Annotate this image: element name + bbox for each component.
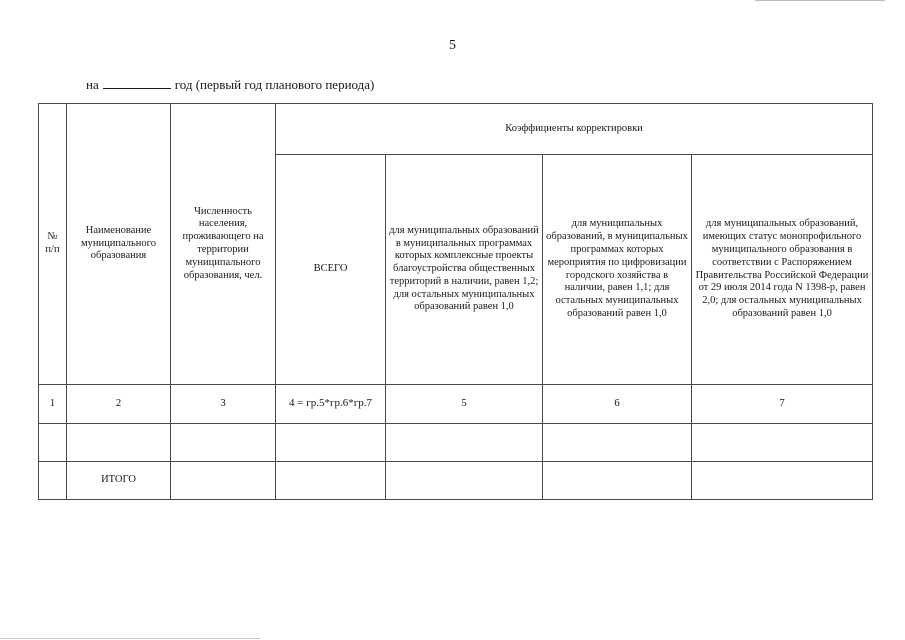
table-cell xyxy=(386,462,543,500)
column-number: 1 xyxy=(39,385,67,424)
page-number: 5 xyxy=(449,38,456,53)
header-row-number: № п/п xyxy=(39,104,67,385)
header-coef-monoprofile: для муниципальных образований, имеющих статус монопрофильного муниципального образования в соответствии с Распоряжением Правительства Российской Федерации от 29 июля 2014 года N 1398-р, равен 2,0; для остальных муниципальных образований равен 1,0 xyxy=(692,155,873,385)
year-blank-line xyxy=(103,77,171,89)
table-cell xyxy=(39,462,67,500)
column-number: 7 xyxy=(692,385,873,424)
header-coef-digitalization: для муниципальных образований, в муниципальных программах которых мероприятия по цифровизации городского хозяйства в наличии, равен 1,1; для остальных муниципальных образований равен 1,0 xyxy=(543,155,692,385)
table-cell xyxy=(67,424,171,462)
column-number: 6 xyxy=(543,385,692,424)
table-heading xyxy=(86,77,374,93)
column-number: 5 xyxy=(386,385,543,424)
total-label: ИТОГО xyxy=(67,462,171,500)
scan-artifact-top xyxy=(755,0,885,1)
total-row xyxy=(39,462,873,500)
heading-prefix: на xyxy=(86,77,99,92)
header-population: Численность населения, проживающего на территории муниципального образования, чел. xyxy=(171,104,276,385)
table-cell xyxy=(276,462,386,500)
header-correction-coefficients: Коэффициенты корректировки xyxy=(276,104,873,155)
scan-artifact-bottom xyxy=(0,638,260,639)
table-cell xyxy=(543,462,692,500)
column-number: 2 xyxy=(67,385,171,424)
table-cell xyxy=(171,424,276,462)
table-cell xyxy=(171,462,276,500)
table-cell xyxy=(692,462,873,500)
table-cell xyxy=(276,424,386,462)
column-number: 4 = гр.5*гр.6*гр.7 xyxy=(276,385,386,424)
header-coef-landscaping: для муниципальных образований в муниципальных программах которых комплексные проекты благоустройства общественных территорий в наличии, равен 1,2; для остальных муниципальных образований равен 1,0 xyxy=(386,155,543,385)
column-numbering-row xyxy=(39,385,873,424)
table-cell xyxy=(39,424,67,462)
heading-suffix: год (первый год планового периода) xyxy=(174,77,375,92)
table-cell xyxy=(543,424,692,462)
header-municipality-name: Наименование муниципального образования xyxy=(67,104,171,385)
column-number: 3 xyxy=(171,385,276,424)
coefficients-table xyxy=(38,103,873,500)
empty-data-row xyxy=(39,424,873,462)
table-cell xyxy=(386,424,543,462)
table-cell xyxy=(692,424,873,462)
header-total: ВСЕГО xyxy=(276,155,386,385)
